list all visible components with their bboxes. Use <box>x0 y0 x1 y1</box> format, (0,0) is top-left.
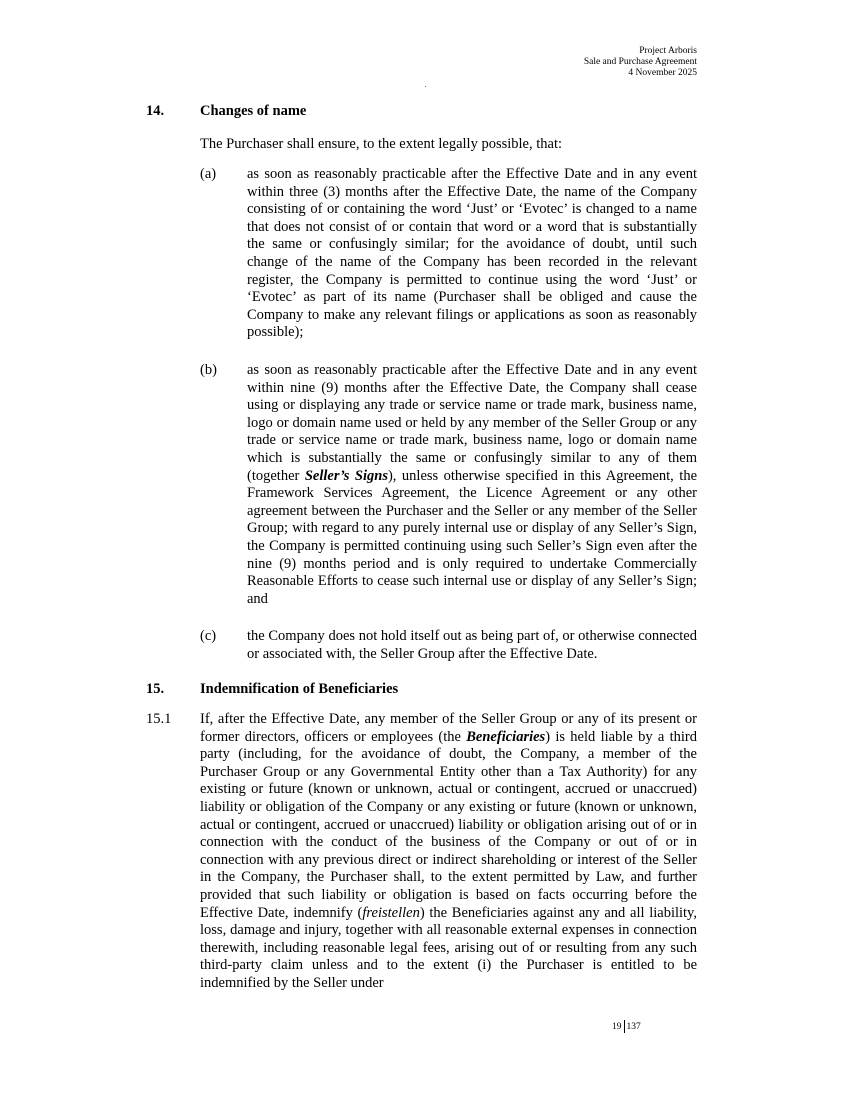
header-date: 4 November 2025 <box>628 68 697 78</box>
clause-label: 15.1 <box>146 711 172 727</box>
clause-text-part3: ) the Beneficiaries against any and all liability, loss, damage and injury, together with all reasonable external expenses in connection therewith, including reasonable legal fees, arising out of or resulting from any such third-party claim unless and to the extent (i) the Purchaser is entitled to be indemnified by the Seller under <box>200 904 697 991</box>
header-agreement: Sale and Purchase Agreement <box>583 57 697 67</box>
item-label: (a) <box>200 166 217 182</box>
item-text-before: as soon as reasonably practicable after the Effective Date and in any event within nine (9) months after the Effective Date, the Company shall cease using or displaying any trade or service name or trade mark, business name, logo or domain name used or held by any member of the Seller Group or any trade or service name or trade mark, business name, logo or domain name which is substantially the same or confusingly similar to any of them (together <box>247 362 697 484</box>
item-label: (b) <box>200 362 217 378</box>
defined-term-beneficiaries: Beneficiaries <box>466 728 546 745</box>
section-14-number: 14. <box>146 103 165 119</box>
header-project: Project Arboris <box>639 46 697 56</box>
item-text: the Company does not hold itself out as being part of, or otherwise connected or associated with, the Seller Group after the Effective Date. <box>247 628 697 662</box>
running-header <box>584 46 697 79</box>
item-text: as soon as reasonably practicable after the Effective Date and in any event within three (3) months after the Effective Date, the name of the Company consisting of or containing the word ‘Just’ or ‘Evotec’ is changed to a name that does not consist of or contain that word or a word that is substantially the same or confusingly similar; for the avoidance of doubt, until such change of the name of the Company has been recorded in the relevant register, the Company is permitted to continue using the word ‘Just’ or ‘Evotec’ as part of its name (Purchaser shall be obliged and cause the Company to make any relevant filings or applications as soon as reasonably possible); <box>247 166 697 341</box>
clause-text-part1: If, after the Effective Date, any member of the Seller Group or any of its present or former directors, officers or employees (the <box>200 711 697 745</box>
current-page: 19 <box>612 1022 622 1032</box>
page-number <box>612 1020 641 1034</box>
item-label: (c) <box>200 628 217 644</box>
item-text-after: ), unless otherwise specified in this Agreement, the Framework Services Agreement, the Licence Agreement or any other agreement between the Purchaser and the Seller or any member of the Seller Group; with regard to any purely internal use or display of any Seller’s Sign, the Company is permitted continuing using such Seller’s Sign even after the nine (9) months period and is only required to undertake Commercially Reasonable Efforts to cease such internal use or display of any Seller’s Sign; and <box>247 467 698 607</box>
section-14-title: Changes of name <box>200 103 307 119</box>
stray-mark <box>425 86 426 87</box>
section-14-item-a <box>200 166 697 342</box>
defined-term-sellers-signs: Seller’s Signs <box>304 467 388 484</box>
total-pages: 137 <box>626 1022 641 1032</box>
clause-text-part2: ) is held liable by a third party (including, for the avoidance of doubt, the Company, a member of the Purchaser Group or any Governmental Entity other than a Tax Authority) for any existing or future (known or unknown, actual or contingent, accrued or unaccrued) liability or obligation of the Company or any existing or future (known or unknown, actual or contingent, accrued or unaccrued) liability or obligation arising out of or in connection with the conduct of the business of the Company or out of or in connection with any previous direct or indirect shareholding or interest of the Seller in the Company, the Purchaser shall, to the extent permitted by Law, and further provided that such liability or obligation is based on facts occurring before the Effective Date, indemnify ( <box>200 728 698 921</box>
section-14-item-b <box>200 362 697 608</box>
section-15-number: 15. <box>146 681 165 697</box>
section-14-item-c <box>200 628 697 663</box>
section-15-title: Indemnification of Beneficiaries <box>200 681 399 697</box>
section-14-intro: The Purchaser shall ensure, to the extent legally possible, that: <box>200 136 562 152</box>
item-text <box>247 362 697 608</box>
page-separator <box>624 1020 625 1033</box>
clause-15-1 <box>146 711 697 993</box>
german-term-freistellen: freistellen <box>362 904 420 921</box>
clause-text <box>200 711 697 993</box>
